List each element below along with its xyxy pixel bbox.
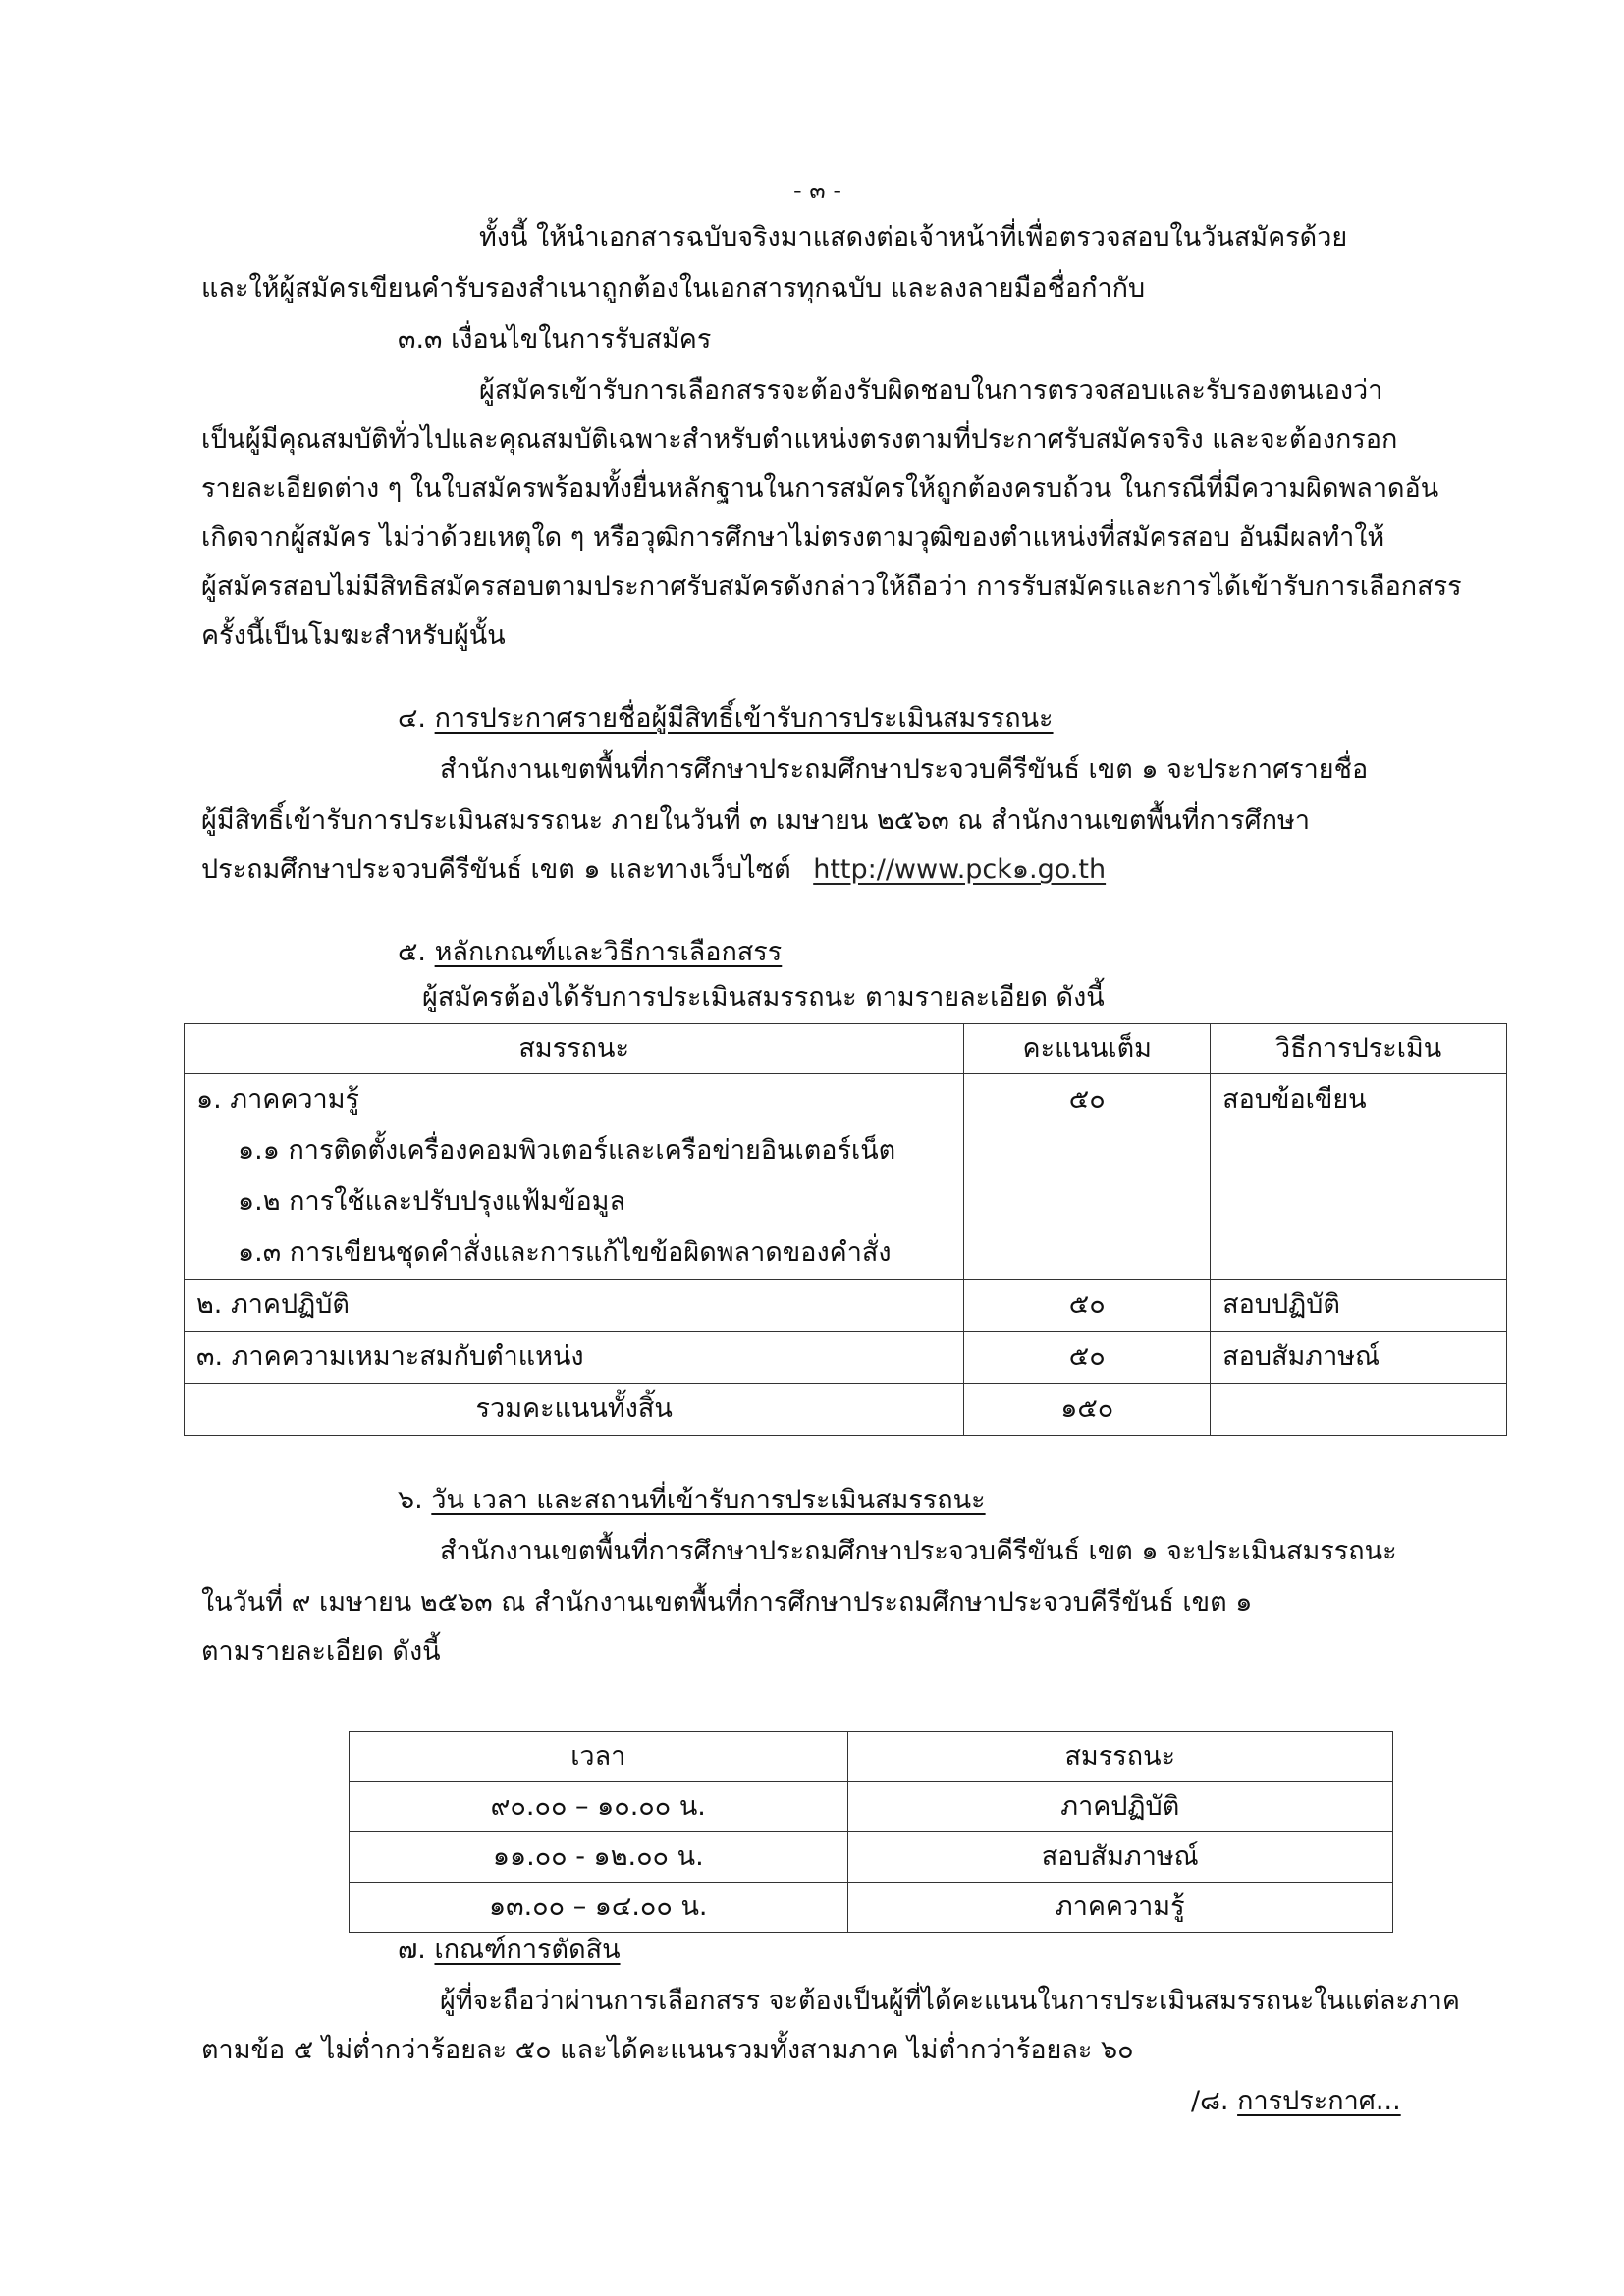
schedule-table bbox=[349, 1731, 1393, 1933]
sub-competency: ๑.๒ การใช้และปรับปรุงแฟ้มข้อมูล bbox=[238, 1186, 626, 1217]
section-4-line-1: สำนักงานเขตพื้นที่การศึกษาประถมศึกษาประจวบคีรีขันธ์ เขต ๑ จะประกาศรายชื่อ bbox=[440, 754, 1369, 785]
section-4-line-2: ผู้มีสิทธิ์เข้ารับการประเมินสมรรถนะ ภายในวันที่ ๓ เมษายน ๒๕๖๓ ณ สำนักงานเขตพื้นที่การศึกษา bbox=[201, 805, 1310, 836]
intro-line-1: ทั้งนี้ ให้นำเอกสารฉบับจริงมาแสดงต่อเจ้าหน้าที่เพื่อตรวจสอบในวันสมัครด้วย bbox=[479, 222, 1348, 252]
section-4-line-3-text: ประถมศึกษาประจวบคีรีขันธ์ เขต ๑ และทางเว็บไซต์ bbox=[201, 854, 791, 885]
table-row bbox=[350, 1883, 1393, 1933]
table-row bbox=[185, 1332, 1507, 1384]
section-6-heading bbox=[398, 1481, 986, 1520]
intro-line-2: และให้ผู้สมัครเขียนคำรับรองสำเนาถูกต้องในเอกสารทุกฉบับ และลงลายมือชื่อกำกับ bbox=[201, 273, 1146, 303]
section-6-line-2: ในวันที่ ๙ เมษายน ๒๕๖๓ ณ สำนักงานเขตพื้นที่การศึกษาประถมศึกษาประจวบคีรีขันธ์ เขต ๑ bbox=[201, 1587, 1253, 1617]
competency-label: ๑. ภาคความรู้ bbox=[196, 1084, 360, 1115]
time-cell: ๑๑.๐๐ - ๑๒.๐๐ น. bbox=[350, 1832, 848, 1883]
col-header-competency: สมรรถนะ bbox=[185, 1024, 964, 1074]
competency-table bbox=[184, 1023, 1507, 1436]
section-7-heading bbox=[398, 1931, 621, 1970]
competency-cell: ภาคปฏิบัติ bbox=[847, 1782, 1393, 1832]
continuation-note bbox=[1191, 2082, 1401, 2121]
section-7-line-2: ตามข้อ ๕ ไม่ต่ำกว่าร้อยละ ๕๐ และได้คะแนนรวมทั้งสามภาค ไม่ต่ำกว่าร้อยละ ๖๐ bbox=[201, 2035, 1134, 2065]
section-3-3-heading: ๓.๓ เงื่อนไขในการรับสมัคร bbox=[398, 324, 712, 355]
table-total-row bbox=[185, 1384, 1507, 1436]
col-header-time: เวลา bbox=[350, 1732, 848, 1782]
section-3-3-line-5: ผู้สมัครสอบไม่มีสิทธิสมัครสอบตามประกาศรับสมัครดังกล่าวให้ถือว่า การรับสมัครและการได้เข้ารับการเลือกสรร bbox=[201, 572, 1462, 602]
section-5-intro: ผู้สมัครต้องได้รับการประเมินสมรรถนะ ตามรายละเอียด ดังนี้ bbox=[422, 982, 1105, 1012]
competency-cell bbox=[185, 1074, 964, 1280]
table-row bbox=[350, 1832, 1393, 1883]
section-7-line-1: ผู้ที่จะถือว่าผ่านการเลือกสรร จะต้องเป็นผู้ที่ได้คะแนนในการประเมินสมรรถนะในแต่ละภาค bbox=[440, 1986, 1460, 2016]
score-cell: ๕๐ bbox=[964, 1074, 1211, 1280]
section-4-heading bbox=[398, 699, 1054, 738]
col-header-competency: สมรรถนะ bbox=[847, 1732, 1393, 1782]
section-3-3-line-2: เป็นผู้มีคุณสมบัติทั่วไปและคุณสมบัติเฉพาะสำหรับตำแหน่งตรงตามที่ประกาศรับสมัครจริง และจะต้องกรอก bbox=[201, 424, 1398, 455]
sub-competency: ๑.๓ การเขียนชุดคำสั่งและการแก้ไขข้อผิดพลาดของคำสั่ง bbox=[238, 1237, 892, 1268]
section-5-number: ๕. bbox=[398, 937, 427, 967]
section-3-3-line-4: เกิดจากผู้สมัคร ไม่ว่าด้วยเหตุใด ๆ หรือวุฒิการศึกษาไม่ตรงตามวุฒิของตำแหน่งที่สมัครสอบ อันมีผลทำให้ bbox=[201, 522, 1385, 553]
continuation-prefix: /๘. bbox=[1191, 2086, 1229, 2116]
competency-cell: ๒. ภาคปฏิบัติ bbox=[185, 1280, 964, 1332]
score-cell: ๕๐ bbox=[964, 1332, 1211, 1384]
table-row bbox=[350, 1782, 1393, 1832]
sub-competency: ๑.๑ การติดตั้งเครื่องคอมพิวเตอร์และเครือข่ายอินเตอร์เน็ต bbox=[238, 1135, 896, 1166]
total-label-cell: รวมคะแนนทั้งสิ้น bbox=[185, 1384, 964, 1436]
section-4-number: ๔. bbox=[398, 703, 427, 734]
section-5-heading bbox=[398, 933, 782, 972]
competency-cell: ๓. ภาคความเหมาะสมกับตำแหน่ง bbox=[185, 1332, 964, 1384]
section-3-3-line-3: รายละเอียดต่าง ๆ ในใบสมัครพร้อมทั้งยื่นหลักฐานในการสมัครให้ถูกต้องครบถ้วน ในกรณีที่มีความผิดพลาดอัน bbox=[201, 473, 1439, 504]
section-4-title: การประกาศรายชื่อผู้มีสิทธิ์เข้ารับการประเมินสมรรถนะ bbox=[434, 703, 1054, 734]
col-header-full-score: คะแนนเต็ม bbox=[964, 1024, 1211, 1074]
schedule-table-header bbox=[350, 1732, 1393, 1782]
section-6-title: วัน เวลา และสถานที่เข้ารับการประเมินสมรรถนะ bbox=[431, 1485, 986, 1515]
total-score-cell: ๑๕๐ bbox=[964, 1384, 1211, 1436]
section-5-title: หลักเกณฑ์และวิธีการเลือกสรร bbox=[434, 937, 783, 967]
time-cell: ๑๓.๐๐ – ๑๔.๐๐ น. bbox=[350, 1883, 848, 1933]
table-row bbox=[185, 1074, 1507, 1280]
score-cell: ๕๐ bbox=[964, 1280, 1211, 1332]
continuation-next: การประกาศ... bbox=[1237, 2086, 1401, 2116]
competency-table-header bbox=[185, 1024, 1507, 1074]
section-3-3-line-1: ผู้สมัครเข้ารับการเลือกสรรจะต้องรับผิดชอบในการตรวจสอบและรับรองตนเองว่า bbox=[479, 375, 1383, 406]
total-method-cell bbox=[1211, 1384, 1507, 1436]
competency-cell: สอบสัมภาษณ์ bbox=[847, 1832, 1393, 1883]
section-4-line-3 bbox=[201, 850, 1106, 890]
section-3-3-line-6: ครั้งนี้เป็นโมฆะสำหรับผู้นั้น bbox=[201, 621, 506, 651]
method-cell: สอบสัมภาษณ์ bbox=[1211, 1332, 1507, 1384]
method-cell: สอบข้อเขียน bbox=[1211, 1074, 1507, 1280]
competency-cell: ภาคความรู้ bbox=[847, 1883, 1393, 1933]
section-6-line-1: สำนักงานเขตพื้นที่การศึกษาประถมศึกษาประจวบคีรีขันธ์ เขต ๑ จะประเมินสมรรถนะ bbox=[440, 1536, 1397, 1566]
section-6-number: ๖. bbox=[398, 1485, 423, 1515]
table-row bbox=[185, 1280, 1507, 1332]
section-7-title: เกณฑ์การตัดสิน bbox=[434, 1935, 621, 1965]
page-number: - ๓ - bbox=[793, 177, 841, 204]
website-link[interactable]: http://www.pck๑.go.th bbox=[813, 854, 1107, 885]
method-cell: สอบปฏิบัติ bbox=[1211, 1280, 1507, 1332]
section-6-line-3: ตามรายละเอียด ดังนี้ bbox=[201, 1636, 441, 1667]
col-header-method: วิธีการประเมิน bbox=[1211, 1024, 1507, 1074]
time-cell: ๙๐.๐๐ – ๑๐.๐๐ น. bbox=[350, 1782, 848, 1832]
section-7-number: ๗. bbox=[398, 1935, 426, 1965]
